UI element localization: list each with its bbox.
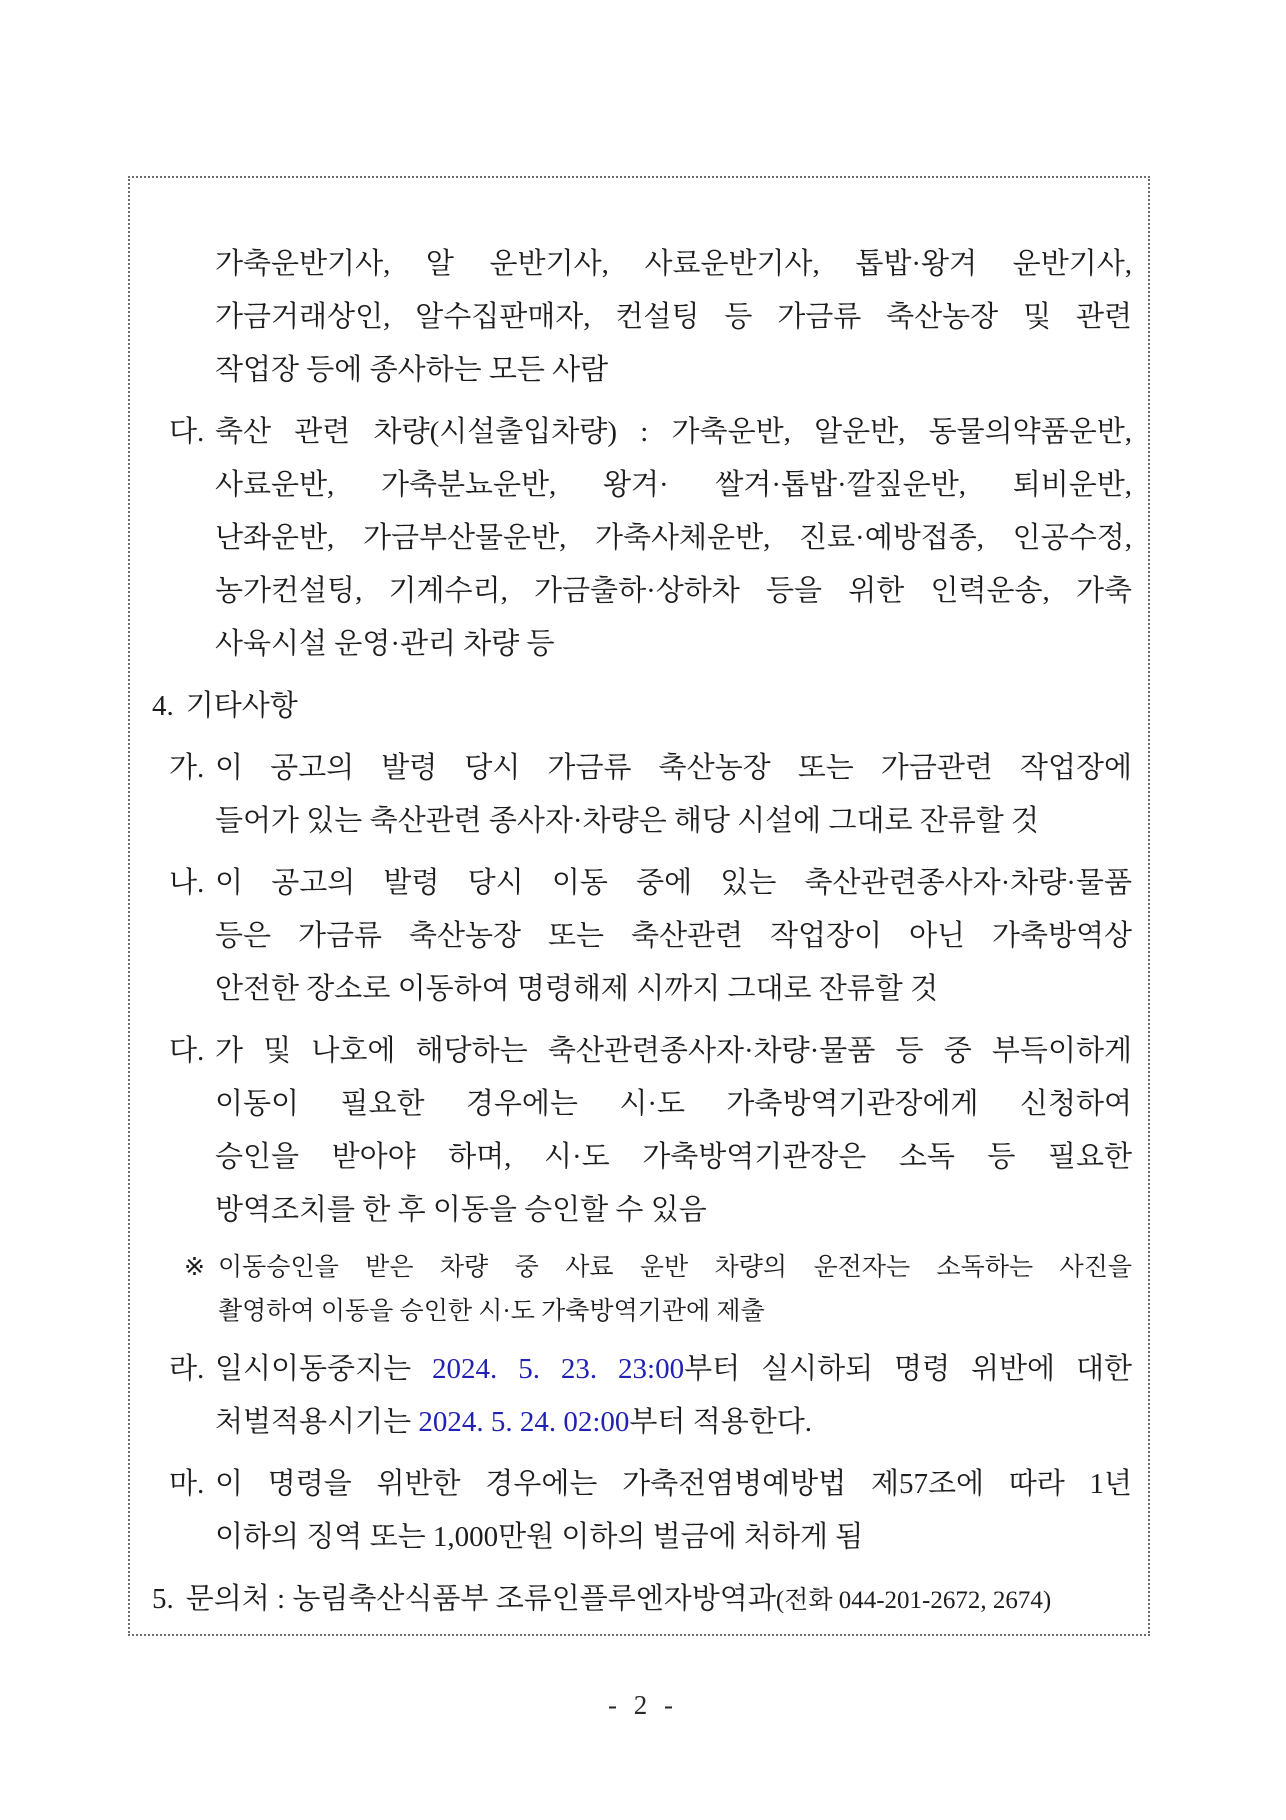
text-line: [215, 857, 1132, 910]
text-line: [215, 1396, 1132, 1449]
text-line: [215, 795, 1132, 848]
text-line: [215, 238, 1132, 291]
text-line: [218, 1290, 1132, 1334]
text-segment: 이 공고의 발령 당시 가금류 축산농장 또는 가금관련 작업장에: [215, 752, 1132, 784]
text-segment: 기타사항: [185, 690, 298, 722]
text-segment: (전화 044-201-2672, 2674): [775, 1587, 1052, 1614]
item-label: 라.: [169, 1353, 205, 1385]
text-line: [215, 459, 1132, 512]
date-highlight: 2024. 5. 24. 02:00: [418, 1406, 630, 1438]
paragraph: [152, 680, 1132, 733]
text-segment: 이동승인을 받은 차량 중 사료 운반 차량의 운전자는 소독하는 사진을: [218, 1254, 1132, 1281]
date-highlight: 2024. 5. 23. 23:00: [432, 1353, 685, 1385]
document-body: [152, 238, 1132, 1627]
text-segment: 부터 실시하되 명령 위반에 대한: [684, 1353, 1133, 1385]
paragraph: [152, 1025, 1132, 1237]
item-label: 마.: [169, 1468, 205, 1500]
text-segment: 들어가 있는 축산관련 종사자·차량은 해당 시설에 그대로 잔류할 것: [215, 805, 1040, 837]
item-label: 가.: [169, 752, 205, 784]
text-segment: 사육시설 운영·관리 차량 등: [215, 628, 555, 660]
footnote-paragraph: [152, 1246, 1132, 1334]
text-segment: 난좌운반, 가금부산물운반, 가축사체운반, 진료·예방접종, 인공수정,: [215, 522, 1132, 554]
text-line: [215, 963, 1132, 1016]
text-segment: 문의처 : 농림축산식품부 조류인플루엔자방역과: [185, 1583, 776, 1615]
text-segment: 촬영하여 이동을 승인한 시·도 가축방역기관에 제출: [218, 1298, 765, 1325]
text-line: [215, 344, 1132, 397]
text-line: [215, 1343, 1132, 1396]
text-segment: 승인을 받아야 하며, 시·도 가축방역기관장은 소독 등 필요한: [215, 1141, 1132, 1173]
note-marker: ※: [184, 1254, 205, 1281]
text-line: [215, 1511, 1132, 1564]
text-segment: 일시이동중지는: [215, 1353, 433, 1385]
text-line: [215, 1184, 1132, 1237]
section-number: 4.: [152, 690, 174, 722]
text-line: [215, 618, 1132, 671]
text-segment: 이하의 징역 또는 1,000만원 이하의 벌금에 처하게 됨: [215, 1521, 864, 1553]
text-segment: 이동이 필요한 경우에는 시·도 가축방역기관장에게 신청하여: [215, 1088, 1132, 1120]
text-segment: 가금거래상인, 알수집판매자, 컨설팅 등 가금류 축산농장 및 관련: [215, 301, 1132, 333]
item-label: 다.: [169, 416, 205, 448]
item-label: 다.: [169, 1035, 205, 1067]
text-segment: 안전한 장소로 이동하여 명령해제 시까지 그대로 잔류할 것: [215, 973, 939, 1005]
paragraph: [152, 1573, 1132, 1627]
text-segment: 방역조치를 한 후 이동을 승인할 수 있음: [215, 1194, 707, 1226]
text-segment: 처벌적용시기는: [215, 1406, 419, 1438]
paragraph: [152, 742, 1132, 848]
text-line: [218, 1246, 1132, 1290]
paragraph: [152, 1458, 1132, 1564]
content-border-box: [128, 176, 1150, 1636]
text-segment: 축산 관련 차량(시설출입차량) : 가축운반, 알운반, 동물의약품운반,: [215, 416, 1132, 448]
text-line: [215, 910, 1132, 963]
paragraph: [152, 857, 1132, 1016]
text-line: [215, 1458, 1132, 1511]
text-line: [215, 1078, 1132, 1131]
text-segment: 사료운반, 가축분뇨운반, 왕겨· 쌀겨·톱밥·깔짚운반, 퇴비운반,: [215, 469, 1132, 501]
text-segment: 등은 가금류 축산농장 또는 축산관련 작업장이 아닌 가축방역상: [215, 920, 1132, 952]
text-line: [215, 291, 1132, 344]
text-line: [152, 680, 1132, 733]
item-label: 나.: [169, 867, 205, 899]
text-segment: 가 및 나호에 해당하는 축산관련종사자·차량·물품 등 중 부득이하게: [215, 1035, 1132, 1067]
paragraph: [152, 406, 1132, 671]
text-line: [152, 1573, 1132, 1627]
paragraph: [152, 238, 1132, 397]
paragraph: [152, 1343, 1132, 1449]
page-number: - 2 -: [608, 1690, 678, 1720]
text-segment: 이 공고의 발령 당시 이동 중에 있는 축산관련종사자·차량·물품: [215, 867, 1132, 899]
text-line: [215, 742, 1132, 795]
text-line: [215, 1131, 1132, 1184]
text-segment: 이 명령을 위반한 경우에는 가축전염병예방법 제57조에 따라 1년: [215, 1468, 1132, 1500]
section-number: 5.: [152, 1583, 174, 1615]
text-segment: 농가컨설팅, 기계수리, 가금출하·상하차 등을 위한 인력운송, 가축: [215, 575, 1132, 607]
text-line: [215, 1025, 1132, 1078]
text-segment: 가축운반기사, 알 운반기사, 사료운반기사, 톱밥·왕겨 운반기사,: [215, 248, 1132, 280]
text-line: [215, 406, 1132, 459]
text-segment: 부터 적용한다.: [629, 1406, 813, 1438]
text-line: [215, 565, 1132, 618]
text-segment: 작업장 등에 종사하는 모든 사람: [215, 354, 609, 386]
text-line: [215, 512, 1132, 565]
